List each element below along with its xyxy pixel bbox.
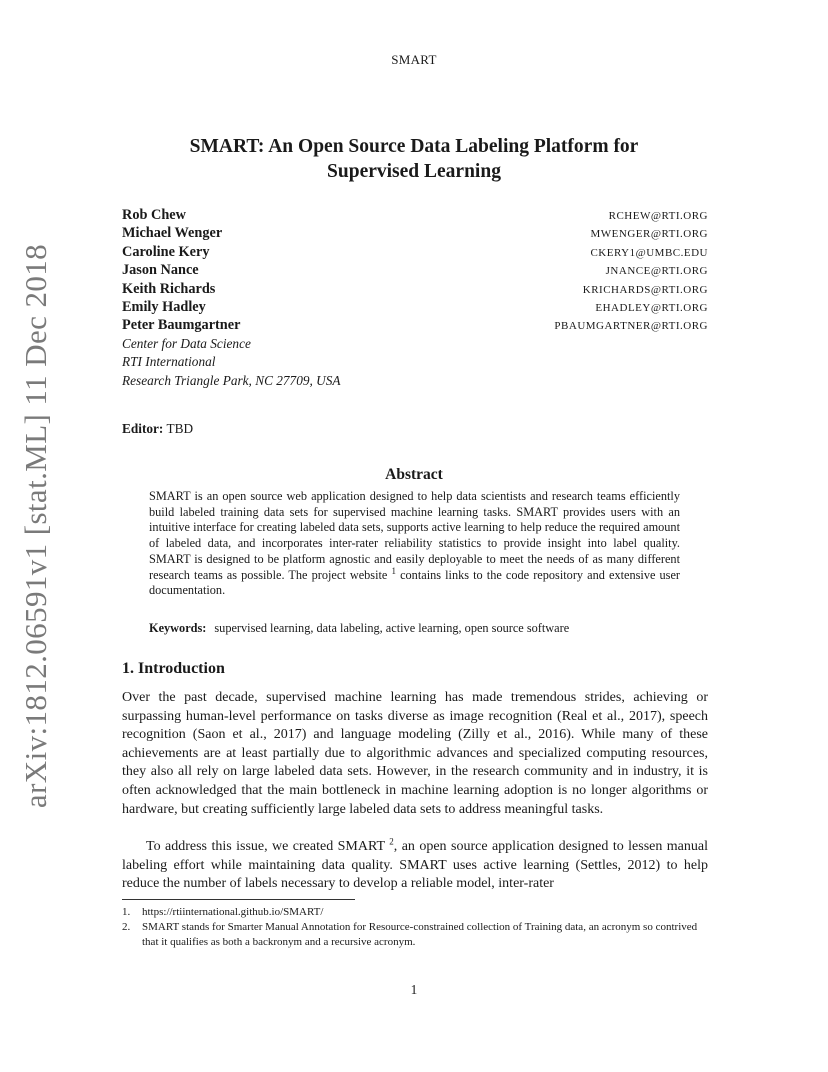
- author-row: [122, 244, 708, 262]
- author-email[interactable]: PBAUMGARTNER@RTI.ORG: [554, 320, 708, 333]
- arxiv-stamp-text: arXiv:1812.06591v1 [stat.ML] 11 Dec 2018: [18, 243, 53, 809]
- author-name: Rob Chew: [122, 207, 186, 223]
- abstract-text-end: contains links to the code repository and extensive user documentation.: [149, 567, 681, 598]
- page-number: 1: [410, 982, 418, 997]
- footnote-marker[interactable]: 1: [391, 565, 396, 576]
- affiliation-line: RTI International: [122, 354, 216, 370]
- author-name: Emily Hadley: [122, 298, 206, 315]
- editor-line: [122, 421, 193, 437]
- author-name: Jason Nance: [122, 262, 199, 279]
- intro-paragraph-2: [122, 838, 708, 894]
- author-name: Caroline Kery: [122, 243, 210, 260]
- section-heading: 1. Introduction: [122, 660, 225, 677]
- affiliation-line: Research Triangle Park, NC 27709, USA: [122, 372, 341, 388]
- title-line-1: SMART: An Open Source Data Labeling Platform for: [189, 136, 639, 157]
- editor-label: Editor:: [122, 421, 164, 436]
- author-email[interactable]: RCHEW@RTI.ORG: [608, 210, 708, 222]
- intro-paragraph-1: Over the past decade, supervised machine learning has made tremendous strides, achieving or surpassing human-level performance on tasks diverse as image recognition (Real et al., 2017), speech recognition (Saon et al., 2017) and language modeling (Zilly et al., 2016). While many of these achievements are at least partially due to algorithmic advances and specialized computing resources, they also all rely on large labeled data sets. However, in the research community and in industry, it is often acknowledged that the main bottleneck in machine learning adoption is no longer algorithms or hardware, but creating sufficiently large labeled data sets to address meaningful tasks.: [122, 690, 708, 817]
- keywords-label: Keywords:: [149, 621, 207, 635]
- author-row: [122, 262, 708, 280]
- footnotes: [122, 905, 708, 950]
- footnote: [122, 905, 708, 920]
- footnote-marker[interactable]: 2: [389, 836, 394, 847]
- paragraph-text: To address this issue, we created SMART: [146, 839, 385, 854]
- author-email[interactable]: EHADLEY@RTI.ORG: [595, 301, 708, 314]
- footnote: [122, 920, 708, 950]
- editor-value: TBD: [166, 421, 194, 436]
- author-row: [122, 225, 708, 243]
- abstract-heading: Abstract: [385, 466, 443, 483]
- footnote-divider: [122, 899, 355, 900]
- author-email[interactable]: JNANCE@RTI.ORG: [605, 265, 708, 278]
- author-name: Michael Wenger: [122, 225, 223, 242]
- keywords-line: [149, 621, 680, 636]
- author-email[interactable]: KRICHARDS@RTI.ORG: [582, 283, 708, 296]
- keywords-value: supervised learning, data labeling, active learning, open source software: [214, 621, 570, 635]
- running-head: SMART: [391, 52, 437, 67]
- footnote-number: 1.: [122, 906, 131, 918]
- author-name: Peter Baumgartner: [122, 317, 241, 334]
- title-line-2: Supervised Learning: [327, 161, 501, 182]
- footnote-number: 2.: [122, 921, 131, 933]
- author-email[interactable]: MWENGER@RTI.ORG: [590, 228, 708, 241]
- author-row: [122, 299, 708, 317]
- paper-title: [100, 134, 728, 184]
- paragraph-text-cont: , an open source application designed to lessen manual labeling effort while maintaining data quality. SMART uses active learning (Settles, 2012) to help reduce the number of labels necessary to develop a reliable model, inter-rater: [122, 839, 709, 892]
- footnote-link[interactable]: https://rtiinternational.github.io/SMART/: [142, 906, 324, 918]
- affiliation-line: Center for Data Science: [122, 335, 251, 351]
- abstract-text: SMART is an open source web application designed to help data scientists and research teams efficiently build labeled training data sets for supervised machine learning tasks. SMART provides users with an intuitive interface for creating labeled data sets, supports active learning to help reduce the required amount of labeled data, and incorporates inter-rater reliability statistics to provide insight into label quality. SMART is designed to be platform agnostic and easily deployable to meet the needs of as many different research teams as possible. The project website: [149, 489, 680, 582]
- footnote-text: SMART stands for Smarter Manual Annotation for Resource-constrained collection of Training data, an acronym so contrived that it qualifies as both a backronym and a recursive acronym.: [142, 921, 698, 948]
- author-email[interactable]: CKERY1@UMBC.EDU: [590, 246, 708, 259]
- abstract-body: [149, 489, 680, 599]
- author-row: [122, 281, 708, 299]
- author-row: [122, 207, 708, 225]
- author-block: [122, 207, 708, 392]
- author-name: Keith Richards: [122, 280, 216, 297]
- author-row: [122, 317, 708, 335]
